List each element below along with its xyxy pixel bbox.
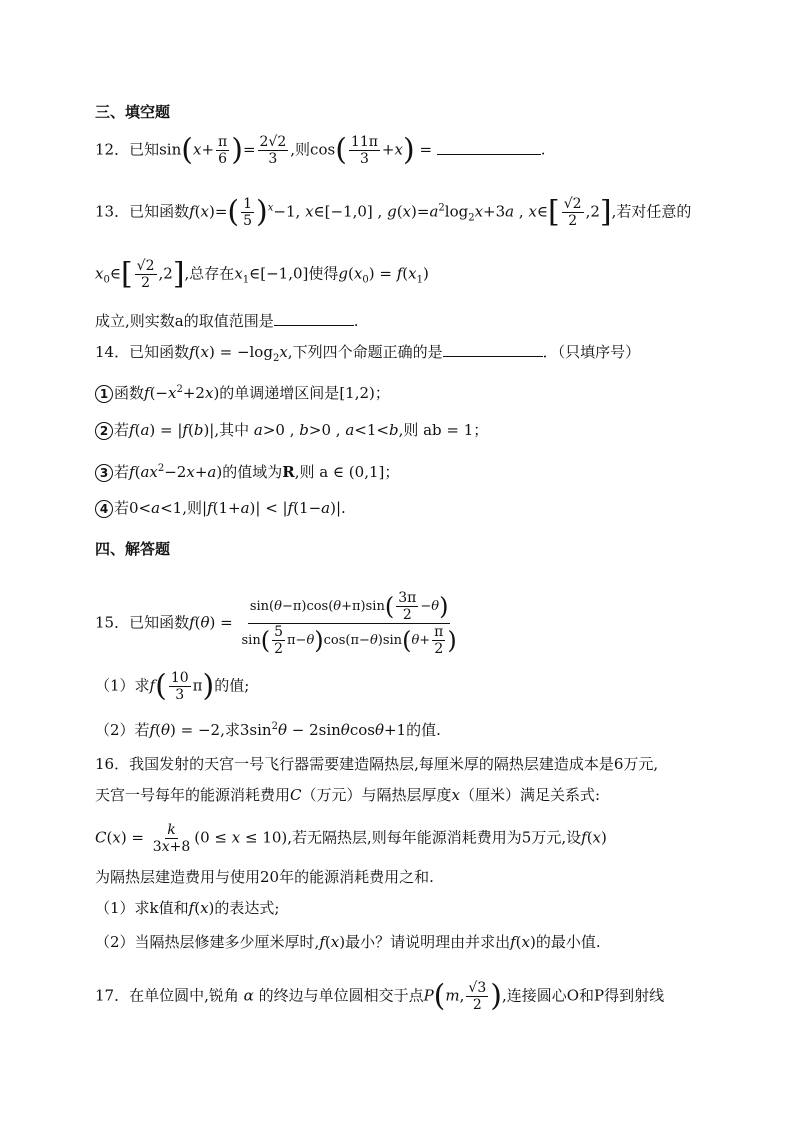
question-text: 16．我国发射的天宫一号飞行器需要建造隔热层,每厘米厚的隔热层建造成本是6万元, (95, 755, 659, 773)
question-text: 天宫一号每年的能源消耗费用 (95, 786, 291, 804)
item-text: 若 (114, 463, 130, 481)
item-text: ,则 ab = 1； (398, 421, 489, 439)
question-14: 14．已知函数$f(x) = -\log_2x$,下列四个命题正确的是 ．（只填序号） (95, 340, 699, 371)
question-number: 12．已知 (95, 140, 160, 159)
item-text: ,其中 (214, 421, 250, 439)
part-text: 的值. (406, 721, 441, 739)
question-text: ,总存在 (184, 264, 235, 283)
question-16-line3: C(x) = $\frac{k}{3x+8}$ (0 ≤ x ≤ 10),若无隔热层,则每年能源消耗费用为5万元,设f(x) (95, 822, 607, 855)
question-text: 成立,则实数a的取值范围是 (95, 312, 274, 330)
item-text: . (341, 499, 346, 517)
proposition-1: 1 函数$f(-x^2+2x)$的单调递增区间是[1,2)； (95, 378, 699, 405)
item-text: 函数 (114, 384, 145, 402)
item-text: 若 (114, 499, 130, 517)
part-text: 的最小值. (535, 933, 601, 951)
question-text: （厘米）满足关系式: (459, 786, 601, 804)
item-text: 的值域为 (222, 463, 283, 481)
question-text: （万元）与隔热层厚度 (301, 786, 452, 804)
item-text: 若 (114, 421, 130, 439)
circled-number-icon: 1 (95, 385, 113, 403)
part-text: （1）求 (95, 676, 150, 695)
section-title: 三、填空题 (95, 103, 171, 121)
question-text: ,下列四个命题正确的是 (287, 343, 443, 361)
proposition-3: 3 若$f(ax^2-2x+a)$的值域为R,则 a ∈ (0,1]； (95, 457, 699, 484)
item-text: [1,2)； (339, 384, 390, 402)
proposition-4: 4 若0<a<1,则|f(1+a)| < |f(1−a)|. (95, 496, 699, 520)
answer-blank[interactable] (274, 309, 354, 326)
question-13-line2: $x_0\in$[ $\frac{√2}{2}$ ,2],总存在$x_1\in[-1,0]$使得$g(x_0) = f(x_1)$ (95, 256, 429, 292)
section-title: 四、解答题 (95, 540, 171, 558)
question-number: 17．在单位圆中,锐角 (95, 986, 239, 1005)
part-text: （2）当隔热层修建多少厘米厚时, (95, 933, 320, 951)
question-text: ,若无隔热层,则每年能源消耗费用为5万元,设 (287, 828, 582, 847)
item-text: ,则 a ∈ (0,1]； (294, 463, 400, 481)
proposition-2: 2 若f(a) = |f(b)|,其中 a>0 , b>0 , a<1<b,则 ab = 1； (95, 418, 699, 442)
question-text: 的终边与单位圆相交于点 (258, 986, 424, 1005)
question-number: 13．已知函数 (95, 202, 190, 221)
question-17: 17．在单位圆中,锐角 α 的终边与单位圆相交于点P(m, $\frac{√3}{2}$ ),连接圆心O和P得到射线 (95, 978, 665, 1014)
end-dot: . (353, 312, 359, 330)
section-heading-fill (95, 100, 699, 124)
part-text: 最小？请说明理由并求出 (345, 933, 511, 951)
question-16-line2: 天宫一号每年的能源消耗费用C（万元）与隔热层厚度x（厘米）满足关系式: (95, 786, 601, 804)
question-text: ,若对任意的 (611, 202, 692, 221)
item-text: 的单调递增区间是 (219, 384, 340, 402)
circled-number-icon: 3 (95, 464, 113, 482)
circled-number-icon: 4 (95, 500, 113, 518)
question-number: 15．已知函数 (95, 613, 190, 632)
question-16-part1: （1）求k值和f(x)的表达式; (95, 899, 280, 917)
part-text: （2）若 (95, 721, 150, 739)
section-heading-answer (95, 537, 699, 561)
question-16-part2: （2）当隔热层修建多少厘米厚时,f(x)最小？请说明理由并求出f(x)的最小值. (95, 933, 601, 951)
part-text: 的表达式; (214, 899, 280, 917)
answer-blank[interactable] (437, 138, 541, 155)
question-15-part2: （2）若f(θ) = −2,求$3\sin^2\theta - 2\sin\theta\cos\theta+1$的值. (95, 721, 441, 739)
question-text: 为隔热层建造费用与使用20年的能源消耗费用之和. (95, 868, 434, 886)
part-text: 的值; (214, 676, 250, 695)
question-12: 12．已知sin(x+ $\frac{\pi}{6}$ )= $\frac{2√2}{3}$ ,则cos( $\frac{11\pi}{3}$ +x) = . (95, 132, 546, 168)
item-text: ,则 (182, 499, 202, 517)
question-text: ,则 (290, 140, 311, 159)
question-16-line4 (95, 865, 699, 889)
question-text: 使得 (308, 264, 339, 283)
part-text: （1）求k值和 (95, 899, 189, 917)
answer-blank[interactable] (443, 340, 543, 357)
question-13: 13．已知函数f(x)=( $\frac{1}{5}$ )$^x$−1, x∈[−1,0] , $g(x)=a^2\log_2x+3a$ , x∈[ $\frac{√2}{2}$ ,2],若对任意的 (95, 194, 692, 230)
end-dot: . (540, 140, 546, 159)
question-number: 14．已知函数 (95, 343, 190, 361)
part-text: ,求 (220, 721, 240, 739)
circled-number-icon: 2 (95, 422, 113, 440)
question-16 (95, 752, 699, 776)
question-text: ．（只填序号） (542, 343, 641, 361)
question-15-part1: （1）求f( $\frac{10}{3}$ π)的值; (95, 668, 250, 704)
question-13-line3 (95, 309, 699, 333)
question-text: ,连接圆心O和P得到射线 (501, 986, 665, 1005)
question-15: 15．已知函数f(θ) = sin(θ−π)cos(θ+π)sin( $\frac{3\pi}{2}$ −θ) sin( $\frac{5}{2}$ π−θ)cos(π−θ)sin(θ+ $\frac{\pi}{2}$ ) (95, 590, 457, 657)
